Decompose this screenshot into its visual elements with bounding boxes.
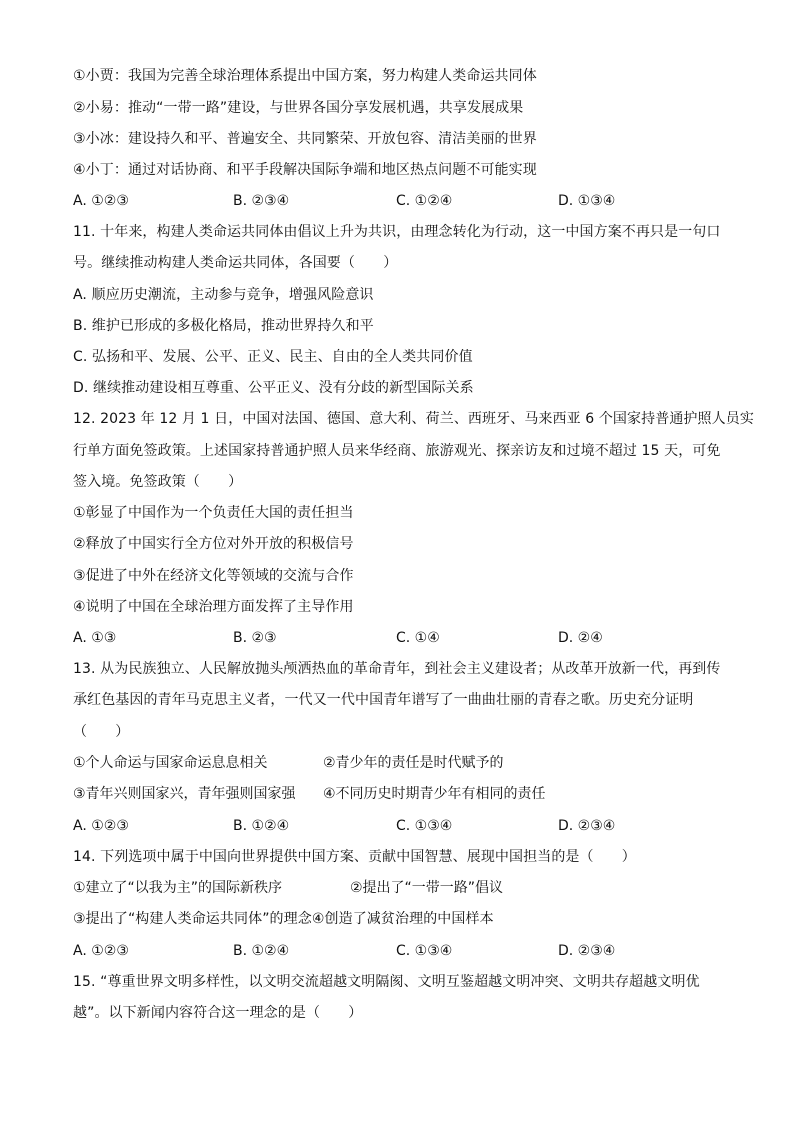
- q10-statement-3: ③小冰：建设持久和平、普遍安全、共同繁荣、开放包容、清洁美丽的世界: [73, 131, 537, 147]
- q12-statement-2: ②释放了中国实行全方位对外开放的积极信号: [73, 536, 354, 552]
- q12-statement-1: ①彰显了中国作为一个负责任大国的责任担当: [73, 505, 354, 521]
- q10-option-c: C. ①②④: [396, 193, 453, 209]
- q13-options: [73, 817, 733, 835]
- q12-option-d: D. ②④: [558, 630, 603, 646]
- q13-option-b: B. ①②④: [233, 818, 290, 834]
- q10-statement-1: ①小贾：我国为完善全球治理体系提出中国方案，努力构建人类命运共同体: [73, 68, 537, 84]
- q11-stem-line-1: 11. 十年来，构建人类命运共同体由倡议上升为共识，由理念转化为行动，这一中国方案不再只是一句口: [73, 224, 721, 240]
- q10-option-d: D. ①③④: [558, 193, 616, 209]
- q13-stem-line-3: （ ）: [73, 724, 130, 740]
- q13-statements-row-1: [73, 754, 733, 772]
- q14-statements-row-2: ③提出了“构建人类命运共同体”的理念④创造了减贫治理的中国样本: [73, 911, 494, 927]
- q12-option-b: B. ②③: [233, 630, 277, 646]
- q12-options: [73, 629, 733, 647]
- q14-statement-2: ②提出了“一带一路”倡议: [350, 880, 504, 896]
- q13-statement-2: ②青少年的责任是时代赋予的: [323, 755, 504, 771]
- q13-option-d: D. ②③④: [558, 818, 616, 834]
- q14-option-a: A. ①②③: [73, 943, 129, 959]
- q13-stem-line-2: 承红色基因的青年马克思主义者，一代又一代中国青年谱写了一曲曲壮丽的青春之歌。历史充分证明: [73, 692, 694, 708]
- q12-option-c: C. ①④: [396, 630, 440, 646]
- q13-statement-1: ①个人命运与国家命运息息相关: [73, 755, 268, 771]
- q14-statements-row-1: [73, 879, 733, 897]
- q13-stem-line-1: 13. 从为民族独立、人民解放抛头颅洒热血的革命青年，到社会主义建设者；从改革开放新一代，再到传: [73, 661, 721, 677]
- q13-option-a: A. ①②③: [73, 818, 129, 834]
- q11-option-c: C. 弘扬和平、发展、公平、正义、民主、自由的全人类共同价值: [73, 349, 473, 365]
- q15-stem-line-2: 越”。以下新闻内容符合这一理念的是（ ）: [73, 1005, 363, 1021]
- q10-option-a: A. ①②③: [73, 193, 129, 209]
- q10-statement-4: ④小丁：通过对话协商、和平手段解决国际争端和地区热点问题不可能实现: [73, 162, 537, 178]
- q12-stem-line-2: 行单方面免签政策。上述国家持普通护照人员来华经商、旅游观光、探亲访友和过境不超过 15 天，可免: [73, 443, 721, 459]
- q14-option-d: D. ②③④: [558, 943, 616, 959]
- q13-statements-row-2: [73, 785, 733, 803]
- q13-statement-3: ③青年兴则国家兴，青年强则国家强: [73, 786, 296, 802]
- q12-stem-line-3: 签入境。免签政策（ ）: [73, 474, 243, 490]
- q14-options: [73, 942, 733, 960]
- q11-option-d: D. 继续推动建设相互尊重、公平正义、没有分歧的新型国际关系: [73, 380, 474, 396]
- q14-option-c: C. ①③④: [396, 943, 453, 959]
- q12-statement-4: ④说明了中国在全球治理方面发挥了主导作用: [73, 599, 354, 615]
- q10-statement-2: ②小易：推动“一带一路”建设，与世界各国分享发展机遇，共享发展成果: [73, 100, 524, 116]
- q11-option-b: B. 维护已形成的多极化格局，推动世界持久和平: [73, 318, 374, 334]
- q12-option-a: A. ①③: [73, 630, 117, 646]
- q11-stem-line-2: 号。继续推动构建人类命运共同体，各国要（ ）: [73, 255, 398, 271]
- q14-statement-1: ①建立了“以我为主”的国际新秩序: [73, 880, 283, 896]
- q12-stem-line-1: 12. 2023 年 12 月 1 日，中国对法国、德国、意大利、荷兰、西班牙、马来西亚 6 个国家持普通护照人员实: [73, 411, 754, 427]
- q14-stem-line-1: 14. 下列选项中属于中国向世界提供中国方案、贡献中国智慧、展现中国担当的是（ ）: [73, 849, 636, 865]
- q13-option-c: C. ①③④: [396, 818, 453, 834]
- q12-statement-3: ③促进了中外在经济文化等领域的交流与合作: [73, 568, 354, 584]
- q10-options: [73, 192, 733, 210]
- q14-option-b: B. ①②④: [233, 943, 290, 959]
- q11-option-a: A. 顺应历史潮流，主动参与竞争，增强风险意识: [73, 287, 374, 303]
- q10-option-b: B. ②③④: [233, 193, 290, 209]
- q13-statement-4: ④不同历史时期青少年有相同的责任: [323, 786, 546, 802]
- q15-stem-line-1: 15. “尊重世界文明多样性，以文明交流超越文明隔阂、文明互鉴超越文明冲突、文明共存超越文明优: [73, 974, 700, 990]
